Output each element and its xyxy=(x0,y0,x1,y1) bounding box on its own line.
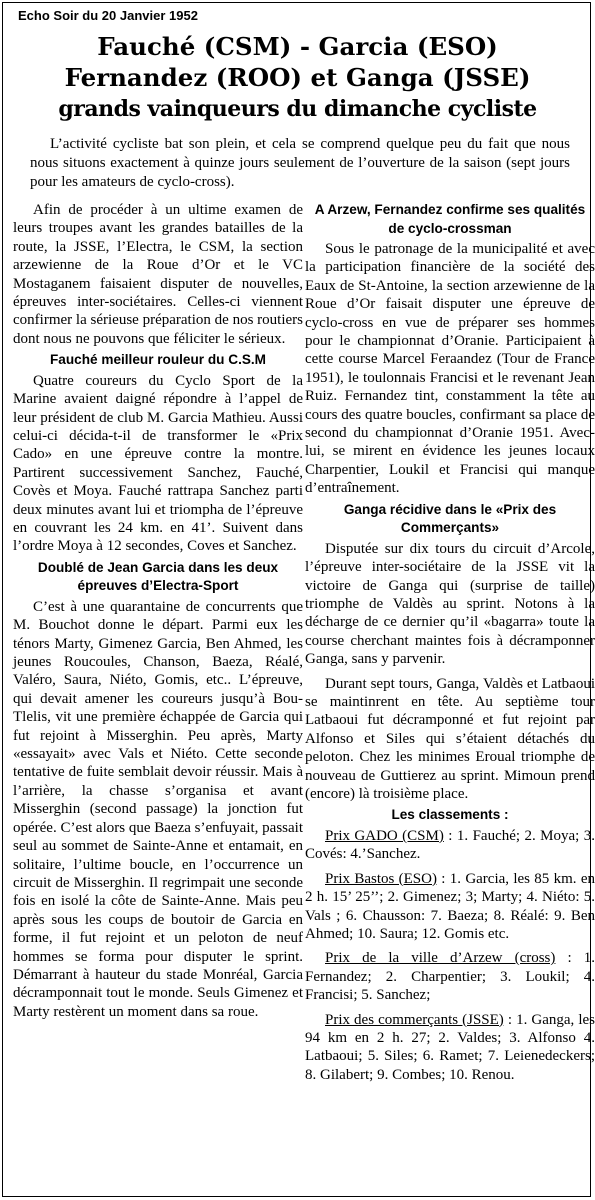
left-paragraph-3: C’est à une quarantaine de concurrents que M. Bouchot donne le départ. Parmi eux les ténors Marty, Gimenez Garcia, Ben Ahmed, les jeunes Roucoules, Chanson, Baeza, Réalé, Valéro, Saura, Niéto, Gomis, etc.. L’épreuve, qui devait amener les coureurs jusqu’à Bou-Tlelis, vit une première échappée de Garcia qui fut rejoint à Misserghin. Peu après, Marty «essayait» avec Vals et Niéto. Cette seconde tentative de fuite semblait devoir réussir. Mais à l’arrière, la chasse s’organisa et avant Misserghin (second passage) la jonction fut opérée. C’est alors que Baeza s’enfuyait, passait seul au sommet de Sainte-Anne et entamait, en solitaire, l’ultime boucle, en l’occurrence un circuit de Misserghin. Il regrimpait une seconde fois en isolé la côte de Sainte-Anne. Mais peu après sous les coups de boutoir de Garcia en forme, il fut rejoint et un peloton de neuf hommes se forma pour disputer le sprint. Démarrant à hauteur du stade Monréal, Garcia décramponnait tout le monde. Seuls Gimenez et Marty restèrent un moment dans sa roue. xyxy=(13,598,303,1020)
result-race-name: Prix de la ville d’Arzew (cross) xyxy=(325,950,556,967)
result-race-name: Prix GADO (CSM) xyxy=(325,827,444,844)
result-entry xyxy=(305,870,595,944)
results-heading: Les classements : xyxy=(391,807,509,823)
right-subheading-1: A Arzew, Fernandez confirme ses qualités de cyclo-crossman xyxy=(314,202,586,236)
headline-line-2: Fernandez (ROO) et Ganga (JSSE) xyxy=(64,63,531,92)
result-entry xyxy=(305,949,595,1004)
result-race-name: Prix Bastos (ESO) xyxy=(325,870,437,887)
right-paragraph-1: Sous le patronage de la municipalité et avec la participation financière de la société des Eaux de St-Antoine, la section arzewienne de la Roue d’Or faisait disputer une épreuve de cyclo-cross en vue de préparer ses hommes pour le championnat d’Oranie. Participaient à cette course Marcel Feraandez (Tour de France 1951), le toulonnais Francisi et le revenant Jean Ruiz. Fernandez tint, constamment la tête au cours des quatre boucles, confirmant sa place de second du championnat d’Oranie 1951. Avec- lui, se mirent en évidence les jeunes locaux Charpentier, Loukil et Francisi qui manque d’entraînement. xyxy=(305,241,595,497)
right-subheading-2: Ganga récidive dans le «Prix des Commerçants» xyxy=(343,501,557,536)
left-paragraph-1: Afin de procéder à un ultime examen de leurs troupes avant les grandes batailles de la route, la JSSE, l’Electra, le CSM, la section arzewienne de la Roue d’Or et le VC Mostaganem faisaient disputer de nouvelles, épreuves inter-sociétaires. Celles-ci viennent confirmer la sérieuse préparation de nos routiers dont nous ne pouvons que féliciter le sérieux. xyxy=(13,202,303,347)
source-line: Echo Soir du 20 Janvier 1952 xyxy=(18,8,198,23)
headline-line-3: grands vainqueurs du dimanche cycliste xyxy=(58,96,537,122)
result-entry xyxy=(305,1011,595,1085)
result-race-name: Prix des commerçants (JSSE) xyxy=(325,1011,504,1028)
result-entry xyxy=(305,827,595,864)
result-text: : 1. Fernandez; 2. Charpentier; 3. Loukil; 4. Francisi; 5. Sanchez; xyxy=(305,950,595,1004)
result-text: : 1. Fauché; 2. Moya; 3. Covés: 4.’Sanchez. xyxy=(305,827,595,863)
left-subheading-1: Fauché meilleur rouleur du C.S.M xyxy=(49,352,267,368)
right-paragraph-2: Disputée sur dix tours du circuit d’Arcole, l’épreuve inter-sociétaire de la JSSE vit la victoire de Ganga qui (surprise de taille) triomphe de Valdès au sprint. Notons à la décharge de ce dernier qu’il «bagarra» toute la course cherchant maintes fois à décramponner Ganga, sans y parvenir. xyxy=(305,540,595,668)
left-subheading-2: Doublé de Jean Garcia dans les deux épreuves d’Electra-Sport xyxy=(37,559,279,594)
headline-line-1: Fauché (CSM) - Garcia (ESO) xyxy=(97,32,498,61)
intro-paragraph: L’activité cycliste bat son plein, et cela se comprend quelque peu du fait que nous nous situons exactement à quinze jours seulement de l’ouverture de la saison (sept jours pour les amateurs de cyclo-cross). xyxy=(30,136,570,190)
result-text: : 1. Ganga, les 94 km en 2 h. 27; 2. Valdes; 3. Alfonso 4. Latbaoui; 5. Siles; 6. Ramet; 7. Leienedeckers; 8. Gilabert; 9. Combes; 10. Renou. xyxy=(305,1011,595,1083)
left-column xyxy=(13,201,303,1021)
left-paragraph-2: Quatre coureurs du Cyclo Sport de la Marine avaient daigné répondre à l’appel de leur président de club M. Garcia Mathieu. Aussi celui-ci décida-t-il de transformer le «Prix Cado» en une épreuve contre la montre. Partirent successivement Sanchez, Fauché, Covès et Moya. Fauché rattrapa Sanchez parti deux minutes avant lui et triompha de l’épreuve en couvrant les 24 km. en 41’. Suivent dans l’ordre Moya à 12 secondes, Coves et Sanchez. xyxy=(13,372,303,555)
right-paragraph-3: Durant sept tours, Ganga, Valdès et Latbaoui se maintinrent en tête. Au septième tour Latbaoui fut décramponné et fut rejoint par Alfonso et Siles qui s’étaient détachés du peloton. Chez les minimes Eroual triomphe de nouveau de Guttierez au sprint. Mimoun prend (encore) là troisième place. xyxy=(305,675,595,802)
result-text: : 1. Garcia, les 85 km. en 2 h. 15’ 25’’; 2. Gimenez; 3; Marty; 4. Niéto: 5. Vals ; 6. Chausson: 7. Baeza; 8. Réalé: 9. Ben Ahmed; 10. Saura; 12. Gomis etc. xyxy=(305,870,595,942)
right-column xyxy=(305,201,595,1084)
